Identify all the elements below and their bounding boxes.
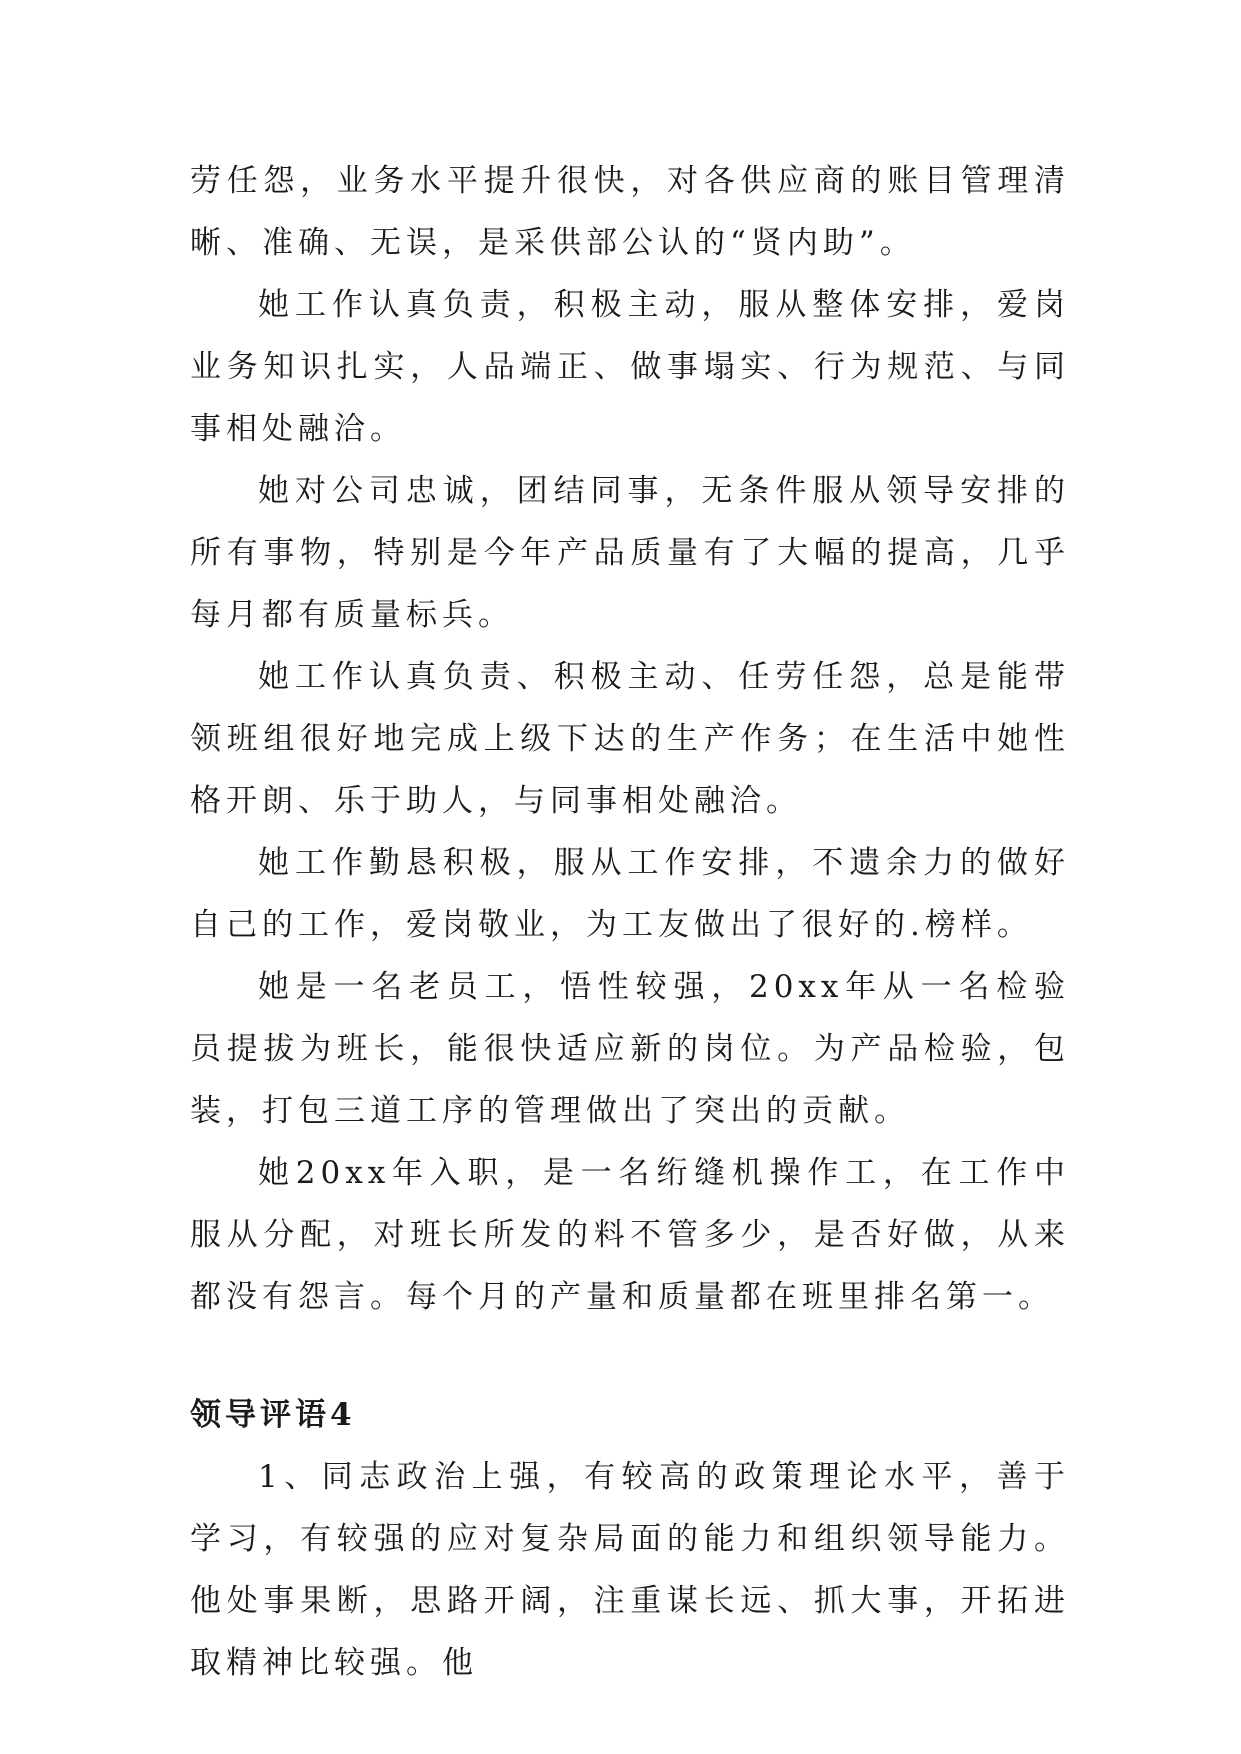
section-heading: 领导评语4 (190, 1397, 356, 1433)
paragraph-3: 她对公司忠诚，团结同事，无条件服从领导安排的所有事物，特别是今年产品质量有了大幅的提高，几乎每月都有质量标兵。 (190, 473, 1070, 633)
paragraph-4: 她工作认真负责、积极主动、任劳任怨，总是能带领班组很好地完成上级下达的生产作务；在生活中她性格开朗、乐于助人，与同事相处融洽。 (190, 659, 1070, 819)
document-body (190, 150, 1070, 1694)
paragraph-1: 劳任怨，业务水平提升很快，对各供应商的账目管理清晰、准确、无误，是采供部公认的“贤内助”。 (190, 163, 1070, 261)
paragraph-6: 她是一名老员工，悟性较强，20xx年从一名检验员提拔为班长，能很快适应新的岗位。为产品检验，包装，打包三道工序的管理做出了突出的贡献。 (190, 969, 1070, 1129)
paragraph-7: 她20xx年入职，是一名绗缝机操作工，在工作中服从分配，对班长所发的料不管多少，是否好做，从来都没有怨言。每个月的产量和质量都在班里排名第一。 (190, 1155, 1070, 1315)
paragraph-5: 她工作勤恳积极，服从工作安排，不遗余力的做好自己的工作，爱岗敬业，为工友做出了很好的.榜样。 (190, 845, 1070, 943)
section-paragraph-1: 1、同志政治上强，有较高的政策理论水平，善于学习，有较强的应对复杂局面的能力和组织领导能力。他处事果断，思路开阔，注重谋长远、抓大事，开拓进取精神比较强。他 (190, 1459, 1070, 1681)
paragraph-2: 她工作认真负责，积极主动，服从整体安排，爱岗业务知识扎实，人品端正、做事塌实、行为规范、与同事相处融洽。 (190, 287, 1070, 447)
